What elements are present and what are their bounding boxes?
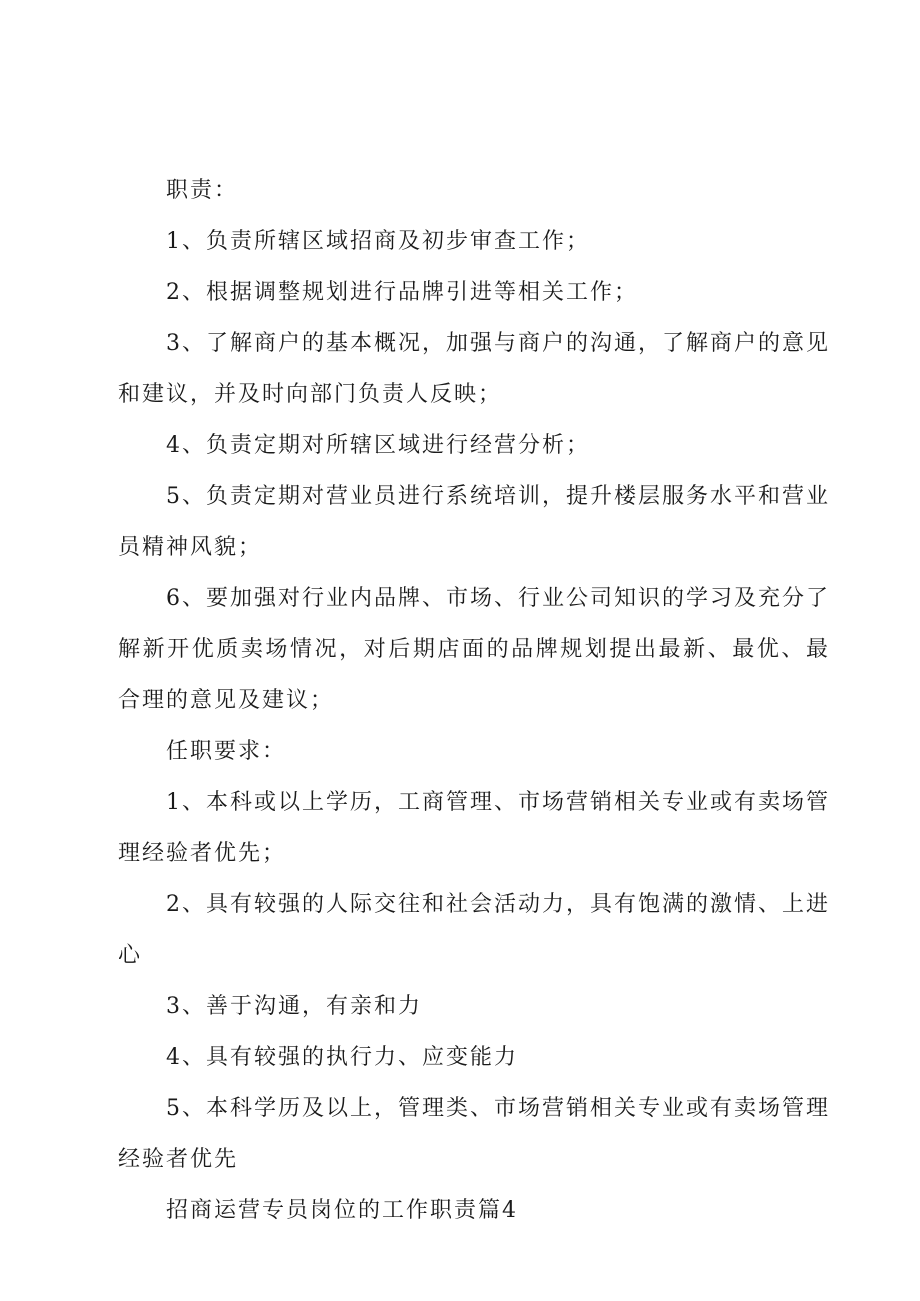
document-body bbox=[118, 165, 830, 1236]
requirement-item-2: 2、具有较强的人际交往和社会活动力，具有饱满的激情、上进心 bbox=[118, 892, 830, 968]
duty-item-2: 2、根据调整规划进行品牌引进等相关工作； bbox=[166, 280, 638, 305]
duty-item-5: 5、负责定期对营业员进行系统培训，提升楼层服务水平和营业员精神风貌； bbox=[118, 484, 830, 560]
duty-item-4: 4、负责定期对所辖区域进行经营分析； bbox=[166, 433, 590, 458]
section-heading-duties: 职责： bbox=[166, 178, 239, 203]
requirement-item-1: 1、本科或以上学历，工商管理、市场营销相关专业或有卖场管理经验者优先； bbox=[118, 790, 830, 866]
duty-item-6: 6、要加强对行业内品牌、市场、行业公司知识的学习及充分了解新开优质卖场情况，对后期店面的品牌规划提出最新、最优、最合理的意见及建议； bbox=[118, 586, 830, 713]
section-title-part-4: 招商运营专员岗位的工作职责篇4 bbox=[166, 1198, 518, 1223]
section-heading-requirements: 任职要求： bbox=[166, 739, 287, 764]
requirement-item-5: 5、本科学历及以上，管理类、市场营销相关专业或有卖场管理经验者优先 bbox=[118, 1096, 830, 1172]
requirement-item-4: 4、具有较强的执行力、应变能力 bbox=[166, 1045, 518, 1070]
duty-item-3: 3、了解商户的基本概况，加强与商户的沟通，了解商户的意见和建议，并及时向部门负责人反映； bbox=[118, 331, 830, 407]
requirement-item-3: 3、善于沟通，有亲和力 bbox=[166, 994, 422, 1019]
duty-item-1: 1、负责所辖区域招商及初步审查工作； bbox=[166, 229, 590, 254]
